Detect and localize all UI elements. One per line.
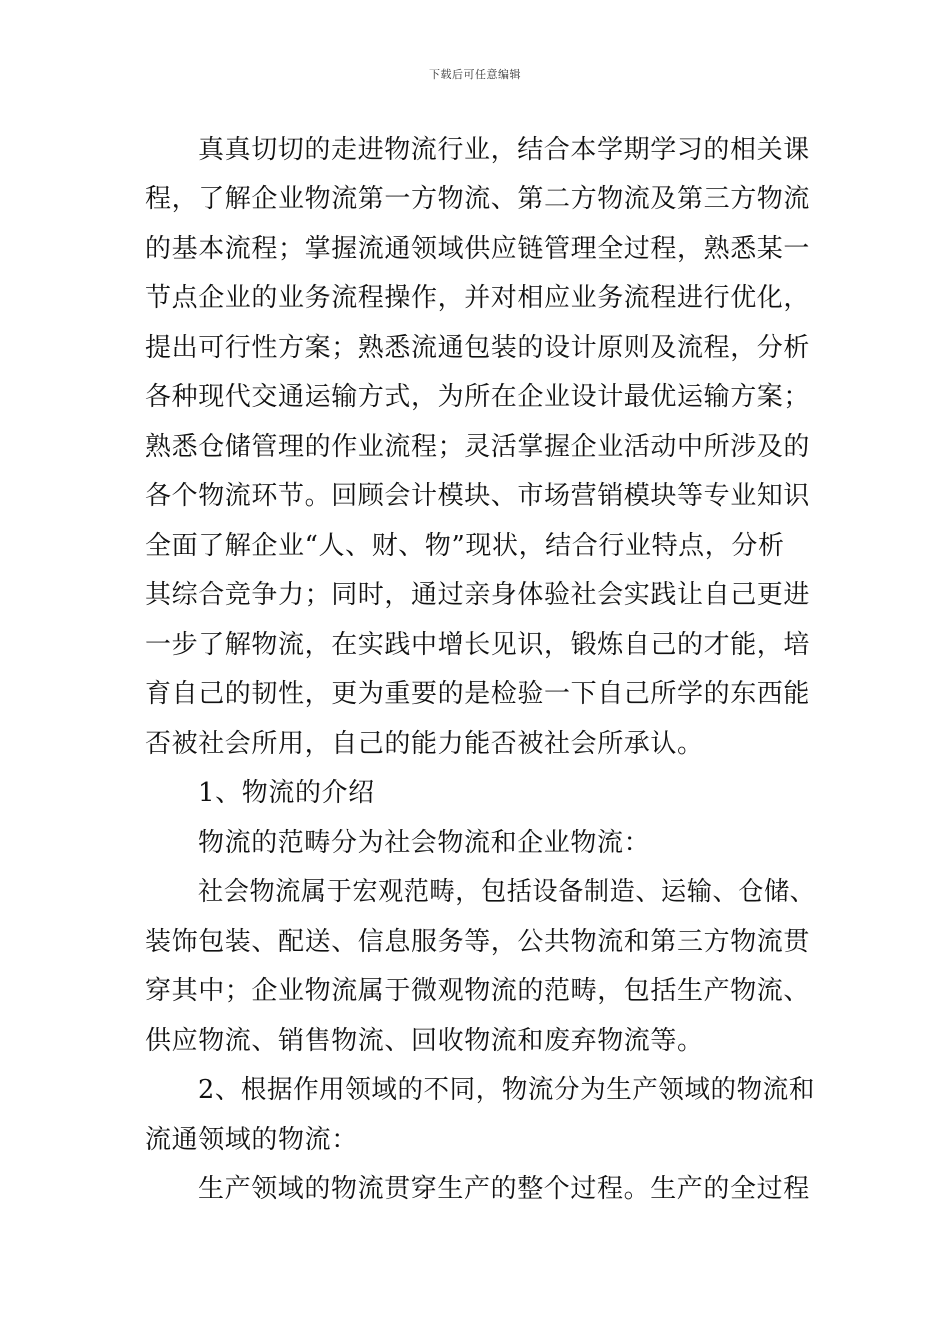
body-line: 装饰包装、配送、信息服务等，公共物流和第三方物流贯 [145,927,811,957]
body-line: 供应物流、销售物流、回收物流和废弃物流等。 [145,1026,704,1056]
body-line: 生产领域的物流贯穿生产的整个过程。生产的全过程 [198,1174,810,1204]
body-line: 熟悉仓储管理的作业流程；灵活掌握企业活动中所涉及的 [145,432,811,462]
body-line: 育自己的韧性，更为重要的是检验一下自己所学的东西能 [145,679,811,709]
body-line: 流通领域的物流： [145,1125,358,1155]
body-line: 各个物流环节。回顾会计模块、市场营销模块等专业知识 [145,481,811,511]
body-line: 其综合竞争力；同时，通过亲身体验社会实践让自己更进 [145,580,811,610]
body-line: 程，了解企业物流第一方物流、第二方物流及第三方物流 [145,184,811,214]
body-line: 的基本流程；掌握流通领域供应链管理全过程，熟悉某一 [145,234,811,264]
section-heading: 1、物流的介绍 [198,778,375,808]
body-line: 穿其中；企业物流属于微观物流的范畴，包括生产物流、 [145,976,811,1006]
section-heading: 2、根据作用领域的不同，物流分为生产领域的物流和 [198,1075,815,1105]
body-line: 节点企业的业务流程操作，并对相应业务流程进行优化， [145,283,811,313]
page-header: 下载后可任意编辑 [429,68,521,81]
body-line: 否被社会所用，自己的能力能否被社会所承认。 [145,729,704,759]
body-line: 一步了解物流，在实践中增长见识，锻炼自己的才能，培 [145,630,811,660]
body-line: 真真切切的走进物流行业，结合本学期学习的相关课 [198,135,810,165]
body-line: 提出可行性方案；熟悉流通包装的设计原则及流程，分析 [145,333,811,363]
body-line: 各种现代交通运输方式，为所在企业设计最优运输方案； [145,382,811,412]
body-line: 全面了解企业“人、财、物”现状，结合行业特点，分析 [145,531,785,561]
body-line: 社会物流属于宏观范畴，包括设备制造、运输、仓储、 [198,877,816,907]
body-line: 物流的范畴分为社会物流和企业物流： [198,828,651,858]
